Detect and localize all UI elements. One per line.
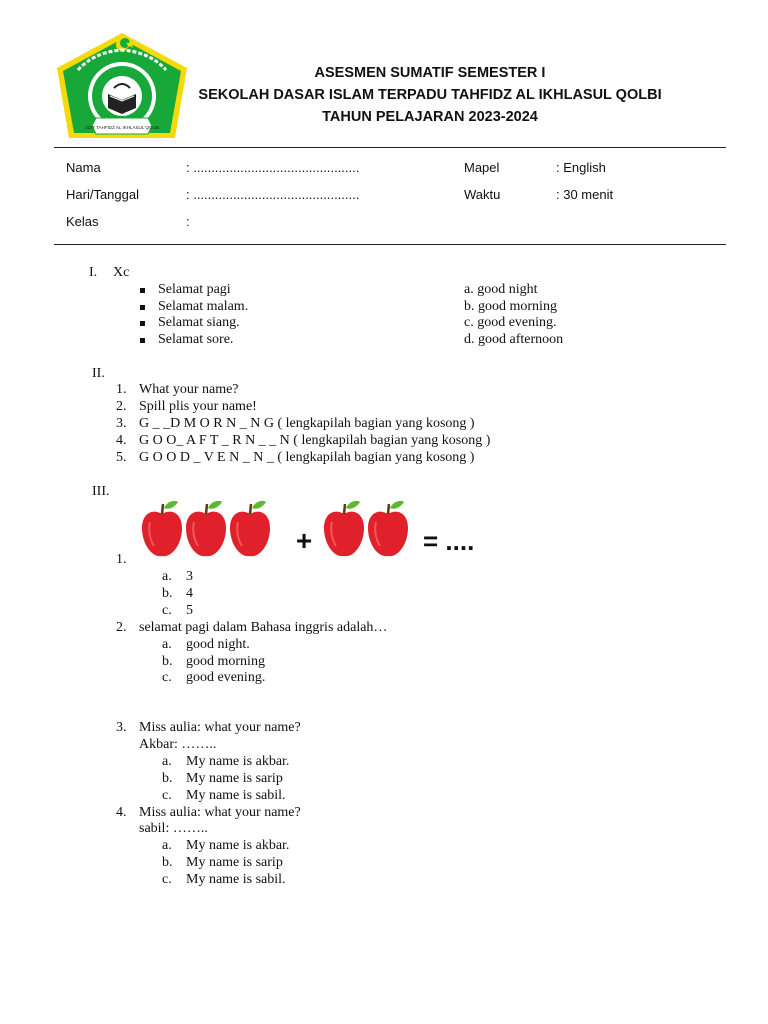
option-text: My name is akbar. [186, 754, 290, 769]
question-number: 2. [116, 620, 127, 635]
header-divider [54, 147, 726, 148]
option-letter: b. [162, 771, 173, 786]
question-text: G O O D _ V E N _ N _ ( lengkapilah bagian yang kosong ) [139, 450, 475, 465]
question-text: G _ _D M O R N _ N G ( lengkapilah bagian yang kosong ) [139, 416, 475, 431]
apple-icon [186, 501, 226, 556]
matching-left-item: Selamat pagi [158, 282, 231, 297]
hari-tanggal-field[interactable]: : .............................................. [186, 187, 360, 202]
option-text: good morning [186, 654, 265, 669]
apple-icon [142, 501, 182, 556]
kelas-field[interactable]: : [186, 214, 190, 229]
matching-left-item: Selamat malam. [158, 299, 249, 314]
question-number: 3. [116, 416, 127, 431]
question-number: 1. [116, 382, 127, 397]
option-letter: b. [162, 855, 173, 870]
matching-right-item: c. good evening. [464, 315, 557, 330]
waktu-value: : 30 menit [556, 187, 614, 202]
option-text: My name is sarip [186, 855, 283, 870]
option-text: My name is sabil. [186, 788, 286, 803]
option-text: My name is sarip [186, 771, 283, 786]
nama-label: Nama [66, 160, 101, 175]
hari-tanggal-label: Hari/Tanggal [66, 187, 139, 202]
logo-ribbon-text: SDIT TAHFIDZ AL IKHLASUL QOLBI [84, 125, 160, 130]
option-letter: c. [162, 788, 172, 803]
section3-number: III. [92, 484, 110, 499]
bullet-icon [140, 288, 145, 293]
header-title: ASESMEN SUMATIF SEMESTER I [314, 65, 546, 81]
question-reply: sabil: …….. [139, 821, 208, 836]
question-number: 1. [116, 552, 127, 567]
option-letter: b. [162, 654, 173, 669]
matching-left-item: Selamat sore. [158, 332, 234, 347]
option-letter: b. [162, 586, 173, 601]
option-letter: c. [162, 872, 172, 887]
option-letter: a. [162, 569, 172, 584]
option-letter: c. [162, 670, 172, 685]
apple-icon [368, 501, 408, 556]
apples-addition-image [138, 498, 478, 558]
nama-field[interactable]: : .............................................. [186, 160, 360, 175]
section1-title: Xc [113, 265, 130, 280]
question-text: Miss aulia: what your name? [139, 720, 301, 735]
question-number: 4. [116, 805, 127, 820]
question-number: 2. [116, 399, 127, 414]
matching-right-item: d. good afternoon [464, 332, 564, 347]
option-letter: a. [162, 637, 172, 652]
mapel-value: : English [556, 160, 606, 175]
matching-right-item: a. good night [464, 282, 538, 297]
kelas-label: Kelas [66, 214, 99, 229]
question-reply: Akbar: …….. [139, 737, 217, 752]
equals-sign: = .... [423, 526, 475, 556]
question-text: Miss aulia: what your name? [139, 805, 301, 820]
apple-icon [230, 501, 270, 556]
option-text: My name is akbar. [186, 838, 290, 853]
option-text: My name is sabil. [186, 872, 286, 887]
matching-left-item: Selamat siang. [158, 315, 240, 330]
question-text: G O O_ A F T _ R N _ _ N ( lengkapilah bagian yang kosong ) [139, 433, 491, 448]
option-letter: a. [162, 838, 172, 853]
question-text: What your name? [139, 382, 239, 397]
school-logo [54, 30, 190, 142]
option-text: 5 [186, 603, 193, 618]
option-text: good night. [186, 637, 250, 652]
bullet-icon [140, 305, 145, 310]
section1-number: I. [89, 265, 98, 280]
document-header [190, 62, 670, 128]
question-number: 3. [116, 720, 127, 735]
option-text: good evening. [186, 670, 266, 685]
option-text: 4 [186, 586, 193, 601]
section2-number: II. [92, 366, 105, 381]
bullet-icon [140, 338, 145, 343]
plus-sign: + [295, 525, 313, 556]
bullet-icon [140, 321, 145, 326]
waktu-label: Waktu [464, 187, 501, 202]
apple-icon [324, 501, 364, 556]
question-text: Spill plis your name! [139, 399, 257, 414]
option-letter: a. [162, 754, 172, 769]
header-school: SEKOLAH DASAR ISLAM TERPADU TAHFIDZ AL IKHLASUL QOLBI [198, 87, 662, 103]
option-letter: c. [162, 603, 172, 618]
identity-divider [54, 244, 726, 245]
question-text: selamat pagi dalam Bahasa inggris adalah… [139, 620, 388, 635]
question-number: 5. [116, 450, 127, 465]
option-text: 3 [186, 569, 193, 584]
matching-right-item: b. good morning [464, 299, 557, 314]
mapel-label: Mapel [464, 160, 500, 175]
question-number: 4. [116, 433, 127, 448]
header-year: TAHUN PELAJARAN 2023-2024 [322, 109, 538, 125]
